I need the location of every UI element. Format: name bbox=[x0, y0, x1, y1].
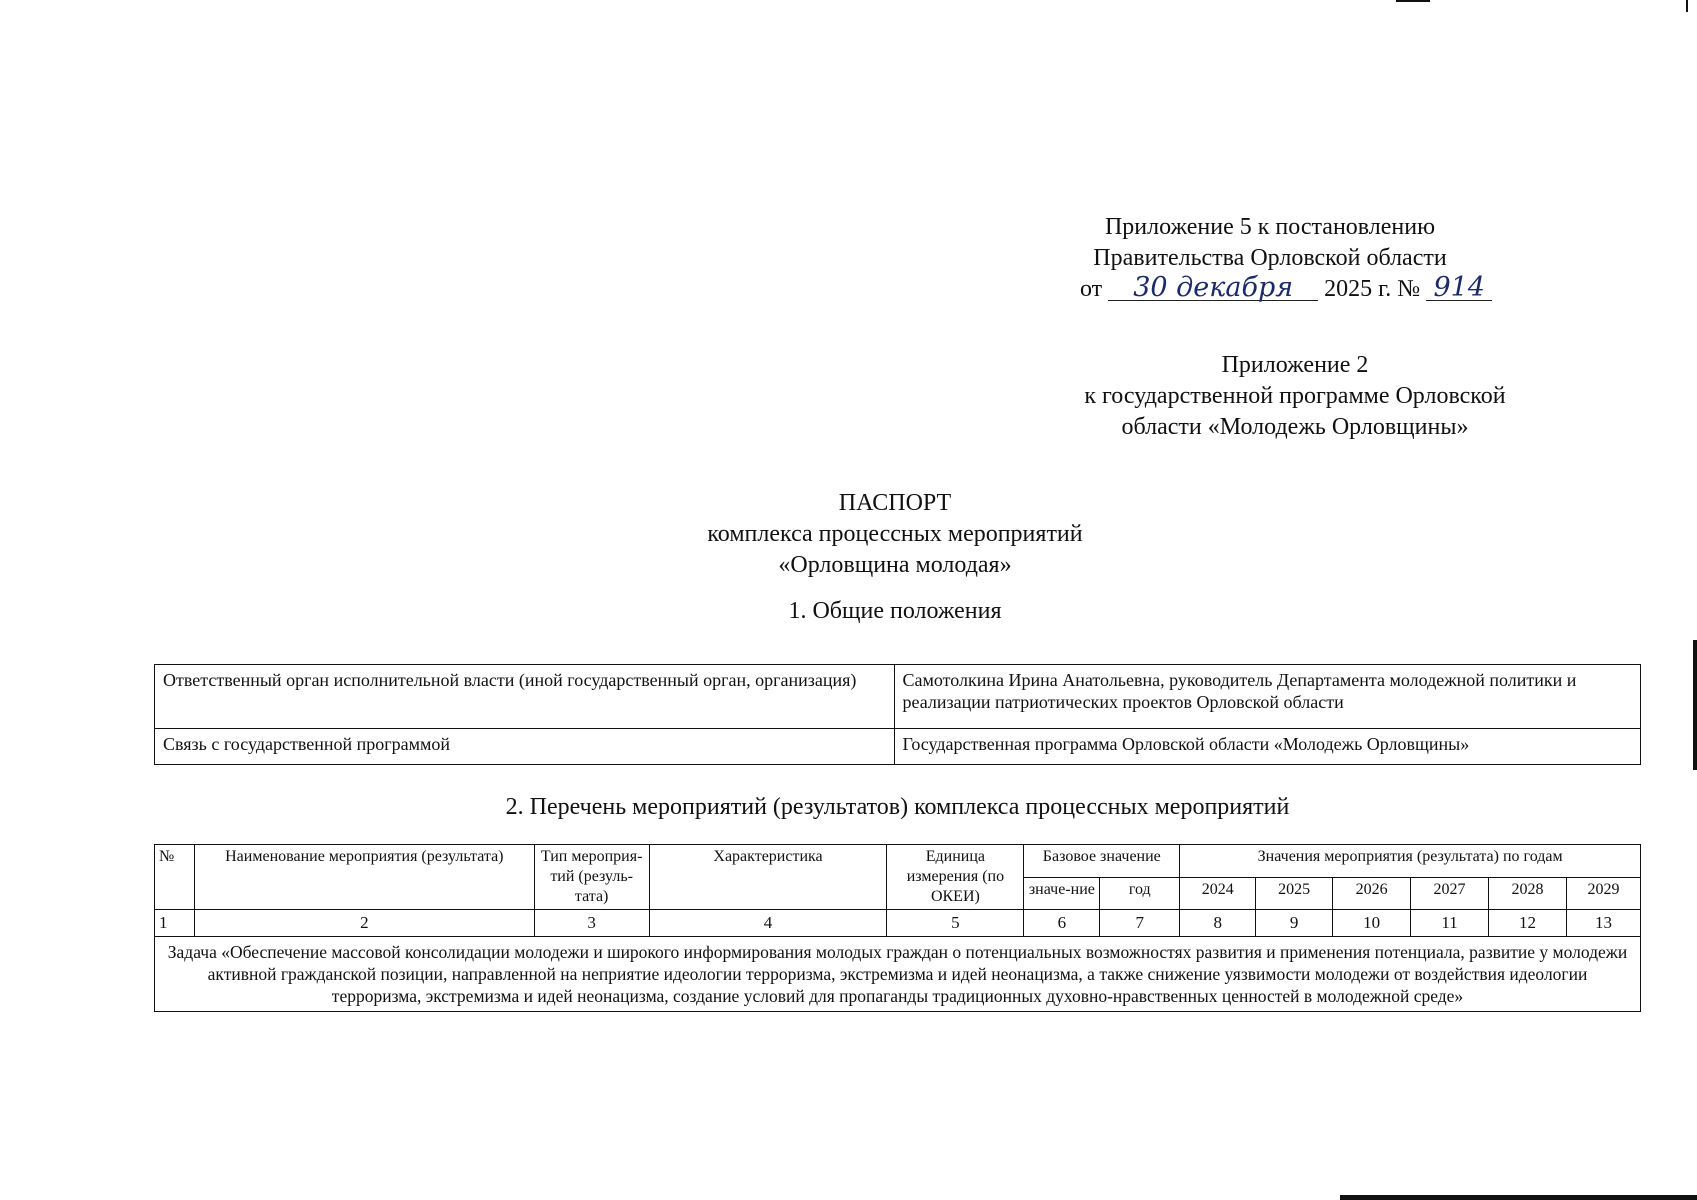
col-header-base: Базовое значение bbox=[1024, 845, 1180, 878]
program-link-value: Государственная программа Орловской области «Молодежь Орловщины» bbox=[894, 729, 1641, 765]
passport-title: ПАСПОРТ bbox=[838, 490, 952, 516]
passport-title-block bbox=[600, 488, 1190, 581]
header-row-1 bbox=[155, 845, 1641, 878]
col-header-values-by-year: Значения мероприятия (результата) по годам bbox=[1180, 845, 1641, 878]
column-number: 4 bbox=[649, 910, 887, 937]
scan-edge-mark-top bbox=[1396, 0, 1430, 2]
appendix-5-line-1: Приложение 5 к постановлению bbox=[1104, 214, 1436, 240]
appendix-2-line-2: к государственной программе Орловской bbox=[1084, 383, 1506, 409]
scan-edge-mark-top-right bbox=[1686, 0, 1688, 12]
col-header-year-2029: 2029 bbox=[1566, 877, 1640, 910]
appendix-5-header bbox=[1080, 212, 1485, 305]
col-header-year-2024: 2024 bbox=[1180, 877, 1256, 910]
col-header-base-value: значе-ние bbox=[1024, 877, 1100, 910]
scan-edge-mark-right bbox=[1693, 640, 1697, 770]
column-number: 6 bbox=[1024, 910, 1100, 937]
col-header-num: № bbox=[155, 845, 195, 910]
appendix-2-line-1: Приложение 2 bbox=[1221, 352, 1369, 378]
section-1-heading-text: 1. Общие положения bbox=[788, 598, 1002, 624]
section-1-heading bbox=[600, 596, 1190, 627]
appendix-5-line-2: Правительства Орловской области bbox=[1093, 245, 1447, 271]
col-header-base-year: год bbox=[1100, 877, 1180, 910]
column-number: 5 bbox=[887, 910, 1024, 937]
col-header-year-2027: 2027 bbox=[1411, 877, 1489, 910]
passport-subtitle-2: «Орловщина молодая» bbox=[778, 552, 1012, 578]
events-table bbox=[154, 844, 1641, 1012]
responsible-body-value: Самотолкина Ирина Анатольевна, руководитель Департамента молодежной политики и реализации патриотических проектов Орловской области bbox=[894, 665, 1641, 729]
program-link-label: Связь с государственной программой bbox=[155, 729, 895, 765]
column-number: 8 bbox=[1180, 910, 1256, 937]
table-row bbox=[155, 729, 1641, 765]
task-row bbox=[155, 937, 1641, 1012]
task-description: Задача «Обеспечение массовой консолидации молодежи и широкого информирования молодых граждан о потенциальных возможностях развития и применения потенциала, развитие у молодежи активной гражданской позиции, направленной на неприятие идеологии терроризма, экстремизма и идей неонацизма, а также снижение уязвимости молодежи от воздействия идеологии терроризма, экстремизма и идей неонацизма, создание условий для пропаганды традиционных духовно-нравственных ценностей в молодежной среде» bbox=[155, 937, 1641, 1012]
column-number: 11 bbox=[1411, 910, 1489, 937]
responsible-body-label: Ответственный орган исполнительной власти (иной государственный орган, организация) bbox=[155, 665, 895, 729]
column-number: 9 bbox=[1256, 910, 1333, 937]
appendix-2-header bbox=[1040, 350, 1550, 443]
column-number: 7 bbox=[1100, 910, 1180, 937]
scan-edge-mark-bottom bbox=[1340, 1195, 1697, 1200]
general-provisions-table bbox=[154, 664, 1641, 765]
appendix-2-line-3: области «Молодежь Орловщины» bbox=[1121, 414, 1469, 440]
column-number-row bbox=[155, 910, 1641, 937]
handwritten-number: 914 bbox=[1426, 276, 1492, 301]
col-header-name: Наименование мероприятия (результата) bbox=[194, 845, 534, 910]
column-number: 1 bbox=[155, 910, 195, 937]
col-header-year-2026: 2026 bbox=[1333, 877, 1411, 910]
column-number: 13 bbox=[1566, 910, 1640, 937]
section-2-heading bbox=[154, 792, 1641, 823]
column-number: 3 bbox=[534, 910, 649, 937]
passport-subtitle-1: комплекса процессных мероприятий bbox=[707, 521, 1083, 547]
table-row bbox=[155, 665, 1641, 729]
column-number: 12 bbox=[1489, 910, 1567, 937]
section-2-heading-text: 2. Перечень мероприятий (результатов) комплекса процессных мероприятий bbox=[505, 794, 1290, 820]
year-text: 2025 г. № bbox=[1324, 276, 1421, 302]
col-header-characteristic: Характеристика bbox=[649, 845, 887, 910]
column-number: 2 bbox=[194, 910, 534, 937]
col-header-year-2025: 2025 bbox=[1256, 877, 1333, 910]
col-header-type: Тип мероприя-тий (резуль-тата) bbox=[534, 845, 649, 910]
date-prefix: от bbox=[1080, 276, 1103, 302]
col-header-year-2028: 2028 bbox=[1489, 877, 1567, 910]
handwritten-date: 30 декабря bbox=[1108, 276, 1318, 301]
column-number: 10 bbox=[1333, 910, 1411, 937]
appendix-5-date-line bbox=[1080, 272, 1485, 305]
col-header-unit: Единица измерения (по ОКЕИ) bbox=[887, 845, 1024, 910]
